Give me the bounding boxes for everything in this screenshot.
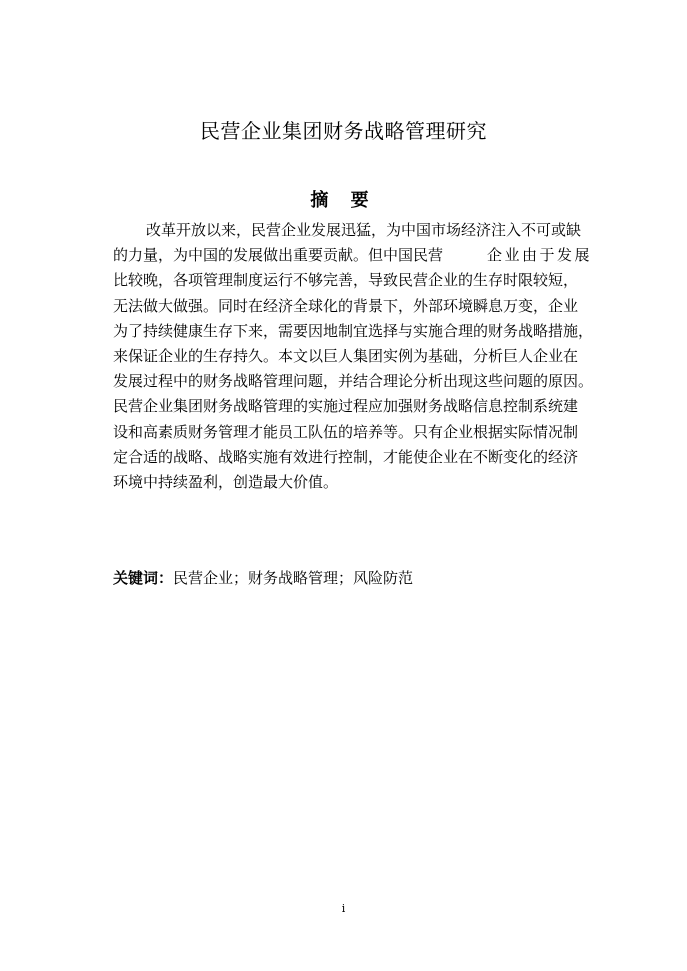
page-number: i xyxy=(341,902,346,915)
keywords-label: 关键词： xyxy=(113,569,174,587)
abstract-line: 设和高素质财务管理才能员工队伍的培养等。只有企业根据实际情况制 xyxy=(113,422,579,441)
abstract-line: 无法做大做强。同时在经济全球化的背景下，外部环境瞬息万变，企业 xyxy=(113,296,579,315)
abstract-line: 改革开放以来，民营企业发展迅猛，为中国市场经济注入不可或缺 xyxy=(146,221,582,239)
abstract-heading: 摘 要 xyxy=(310,190,377,211)
document-title: 民营企业集团财务战略管理研究 xyxy=(200,119,487,143)
abstract-line: 来保证企业的生存持久。本文以巨人集团实例为基础，分析巨人企业在 xyxy=(113,346,579,365)
abstract-line: 环境中持续盈利，创造最大价值。 xyxy=(113,472,339,491)
abstract-line-segment: 的力量，为中国的发展做出重要贡献。但中国民营 xyxy=(113,246,444,265)
abstract-line: 定合适的战略、战略实施有效进行控制，才能使企业在不断变化的经济 xyxy=(113,447,579,466)
abstract-line: 为了持续健康生存下来，需要因地制宜选择与实施合理的财务战略措施， xyxy=(113,321,594,340)
abstract-line xyxy=(113,243,593,268)
keywords-value: 民营企业；财务战略管理；风险防范 xyxy=(173,569,414,587)
keywords xyxy=(113,566,413,590)
abstract-body xyxy=(113,218,594,495)
abstract-line: 民营企业集团财务战略管理的实施过程应加强财务战略信息控制系统建 xyxy=(113,397,579,416)
abstract-line: 比较晚，各项管理制度运行不够完善，导致民营企业的生存时限较短， xyxy=(113,271,579,290)
abstract-line: 发展过程中的财务战略管理问题，并结合理论分析出现这些问题的原因。 xyxy=(113,372,594,391)
abstract-line-segment: 企业由于发展 xyxy=(487,246,593,265)
